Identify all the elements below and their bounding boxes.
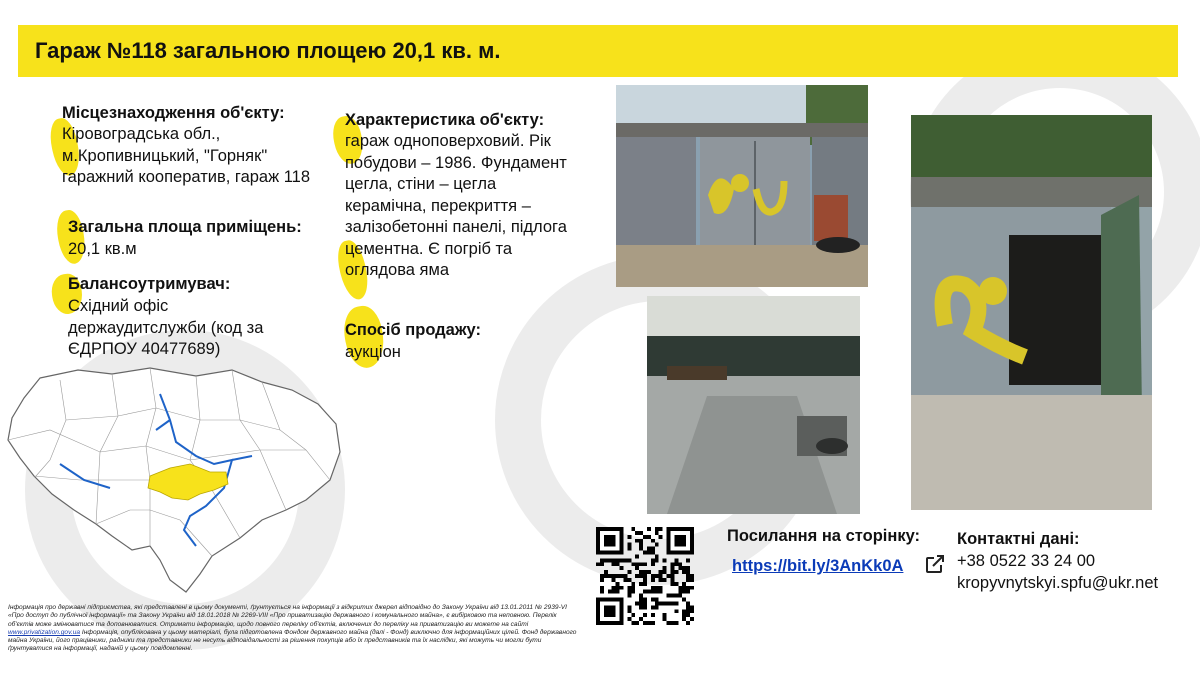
contacts-label: Контактні дані: (957, 530, 1080, 548)
area-value: 20,1 кв.м (68, 240, 137, 258)
link-label: Посилання на сторінку: (727, 527, 921, 545)
external-link-icon[interactable] (923, 552, 947, 576)
location-value: Кіровоградська обл., м.Кропивницький, "Горняк" гаражний кооператив, гараж 118 (62, 125, 311, 186)
garage-exterior-photo (616, 85, 868, 287)
area-label: Загальна площа приміщень: (68, 218, 302, 236)
page-link[interactable]: https://bit.ly/3AnKk0A (732, 557, 904, 575)
characteristics-value: гараж одноповерховий. Рік побудови – 1986. Фундамент цегла, стіни – цегла керамічна, перекриття – залізобетонні панелі, підлога цементна. Є погріб та оглядова яма (345, 132, 567, 279)
sale-method-label: Спосіб продажу: (345, 321, 481, 339)
characteristics-label: Характеристика об'єкту: (345, 111, 545, 129)
privatization-link[interactable]: www.privatization.gov.ua (8, 628, 81, 636)
holder-value: Східний офіс держаудитслужби (код за ЄДРПОУ 40477689) (68, 297, 264, 358)
page-title: Гараж №118 загальною площею 20,1 кв. м. (35, 38, 501, 63)
disclaimer: Інформація про державні підприємства, які представлені в цьому документі, ґрунтується на інформації з відкритих джерел відповідно до Закону України від 13.01.2011 № 2939-VI «Про доступ до публічної інформації» та Закону України від 18.01.2018 № 2269-VIII «Про приватизацію державного і комунального майна», є вибірковою та неповною. Перелік об'єктів може змінюватися та доповнюватися. Отримати інформацію, щодо повного переліку об'єктів, включених до переліку на приватизацію ви можете на сайті www.privatization.gov.ua Інформація, опублікована у цьому матеріалі, була підготовлена Фондом державного майна (далі - Фонд) виключно для інформаційних цілей. Фонд державного майна України, його працівники, радники та представники не несуть відповідальності за рішення покупців або їх представників та їх наслідки, які можуть чи могли бути ґрунтуватися на інформації, наданій у цьому повідомленні. (8, 604, 577, 653)
title-bar (18, 25, 1178, 77)
location-label: Місцезнаходження об'єкту: (62, 104, 285, 122)
contact-email[interactable]: kropyvnytskyi.spfu@ukr.net (957, 574, 1159, 592)
contact-phone[interactable]: +38 0522 33 24 00 (957, 552, 1096, 570)
garage-interior-photo (647, 296, 860, 514)
ukraine-map (0, 360, 345, 600)
sale-method-value: аукціон (345, 343, 401, 361)
garage-open-door-photo (911, 115, 1152, 510)
holder-label: Балансоутримувач: (68, 275, 231, 293)
qr-code[interactable] (593, 527, 697, 625)
